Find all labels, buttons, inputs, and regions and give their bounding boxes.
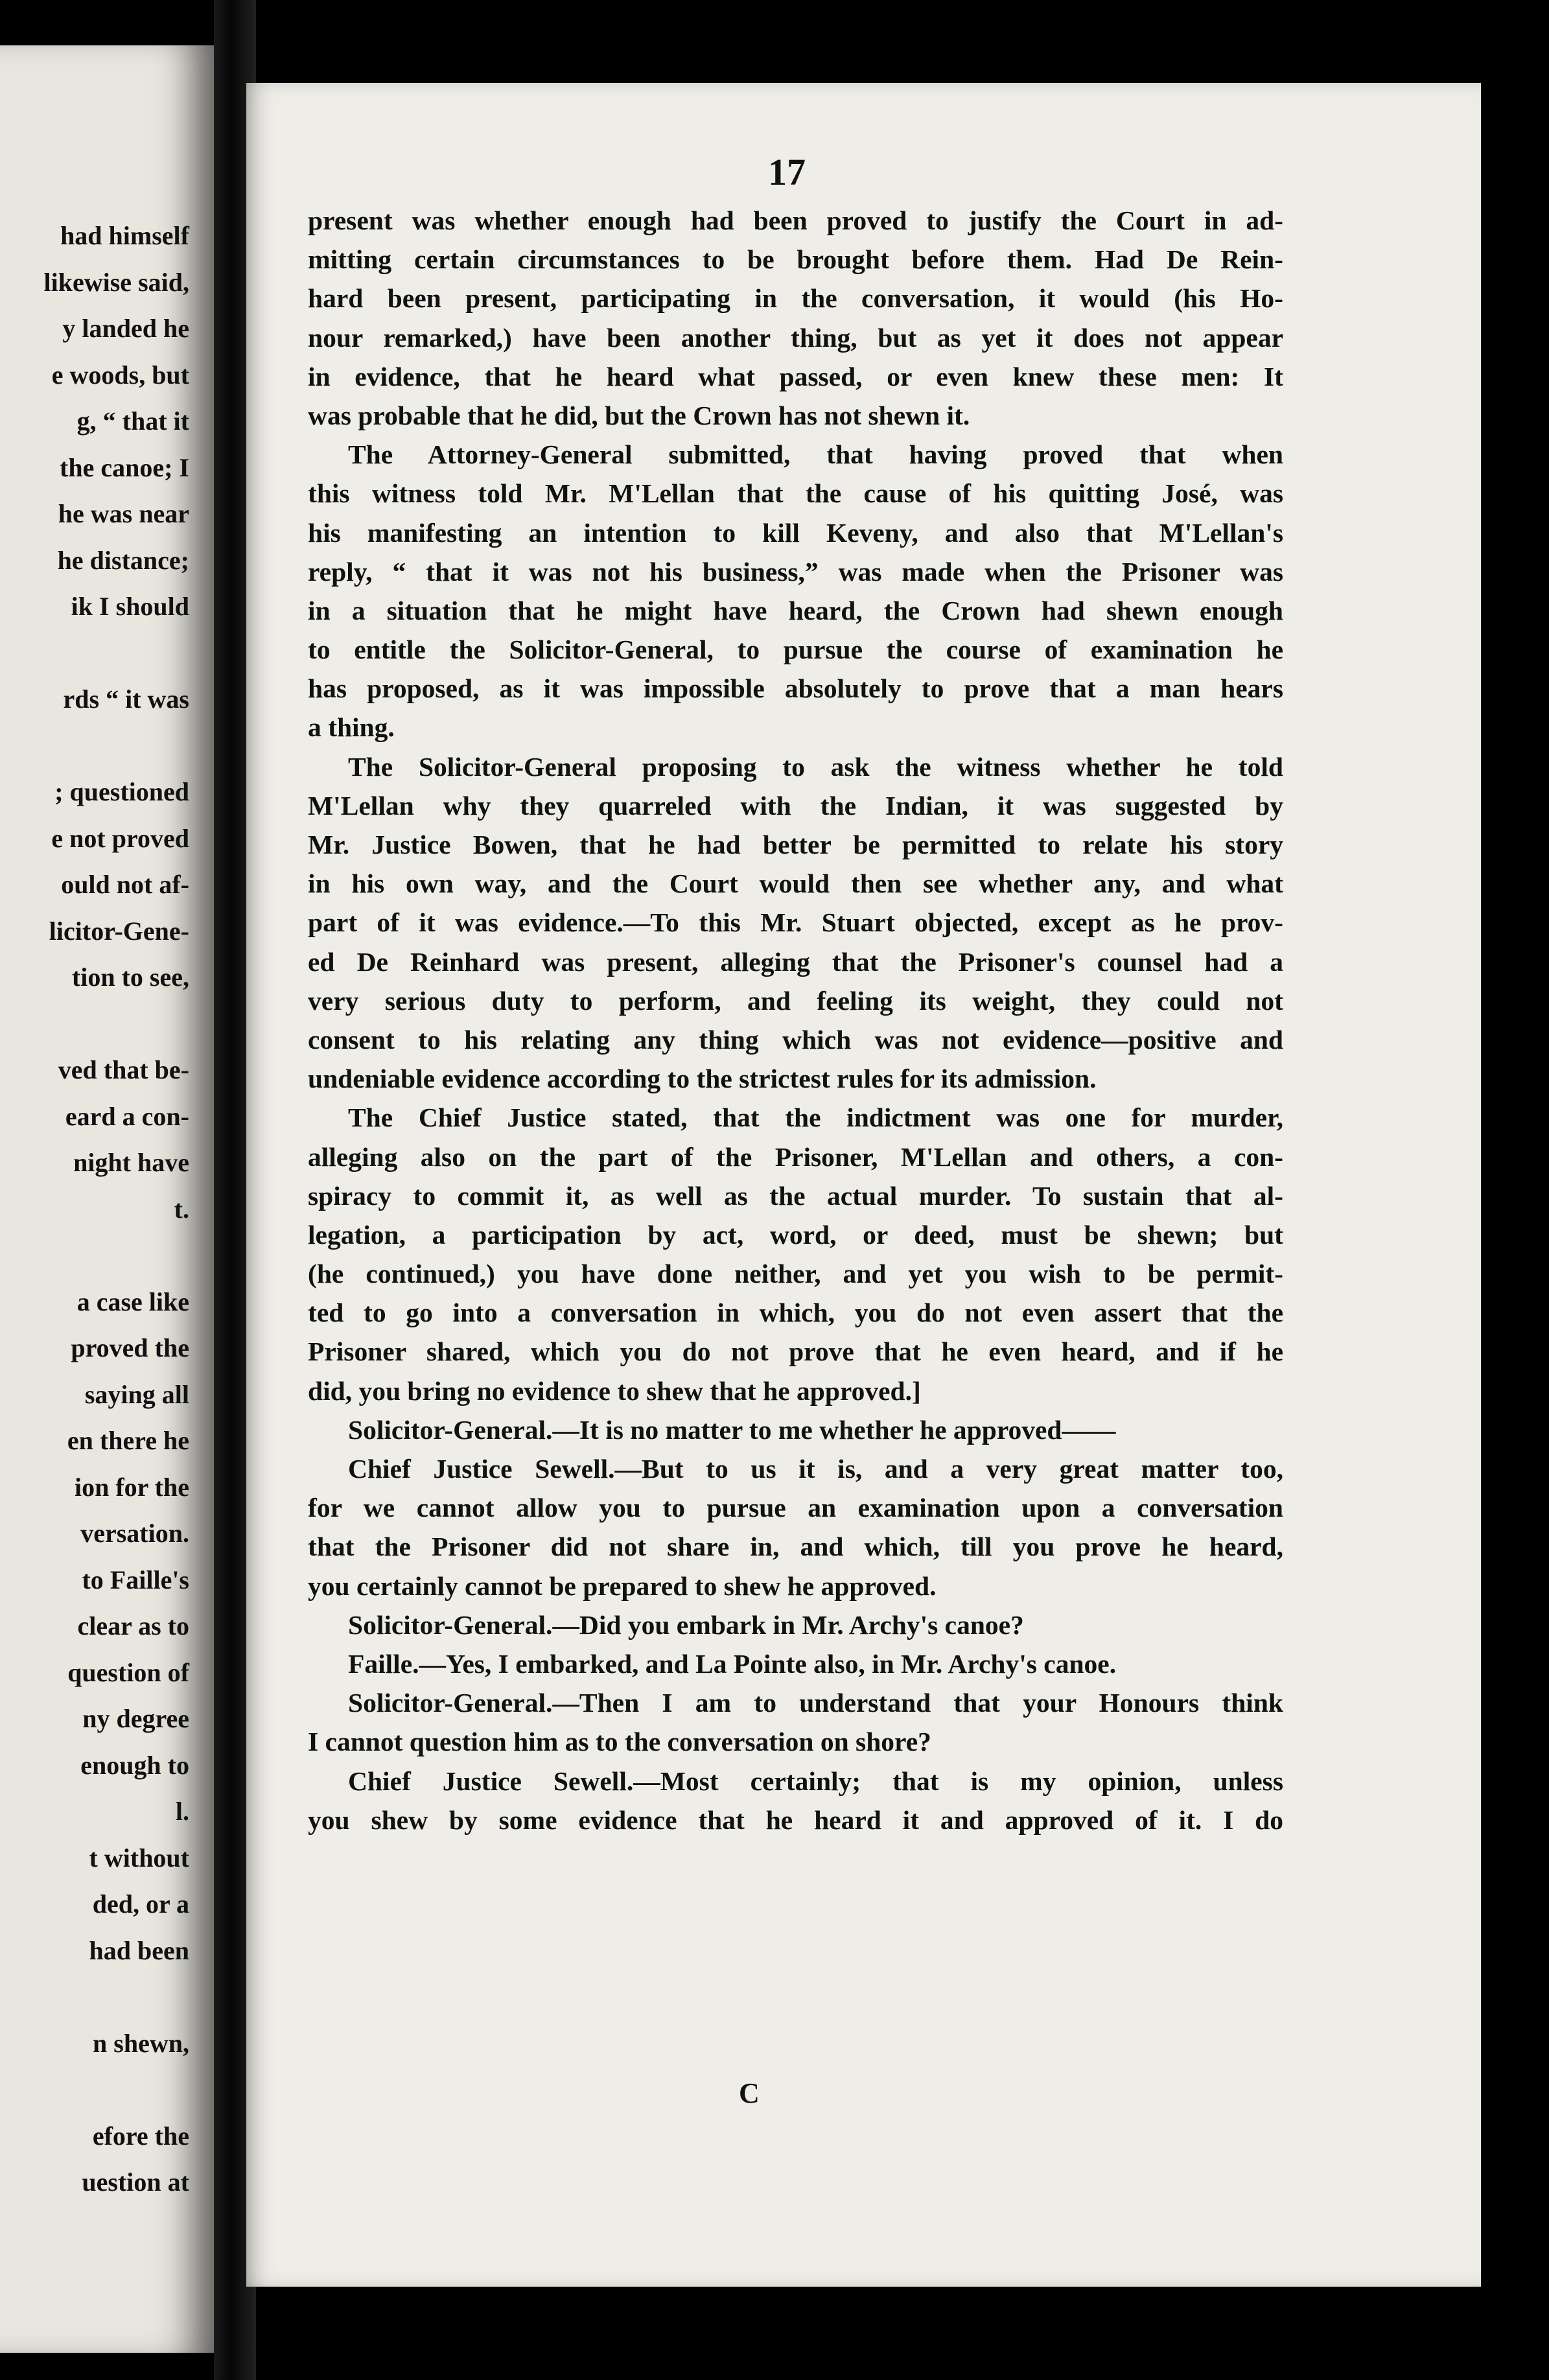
text-line: Chief Justice Sewell.—Most certainly; that is my opinion, unless: [348, 1766, 1283, 1796]
body-text: [308, 201, 1283, 1839]
left-page-line-fragment: n shewn,: [93, 2028, 189, 2058]
left-page-line-fragment: to Faille's: [82, 1565, 189, 1594]
text-line: alleging also on the part of the Prisoner, M'Lellan and others, a con-: [308, 1141, 1283, 1172]
text-line: hard been present, participating in the conversation, it would (his Ho-: [308, 283, 1283, 314]
text-line: Solicitor-General.—Then I am to understand that your Honours think: [348, 1688, 1283, 1718]
left-page-line-fragment: rds “ it was: [63, 684, 189, 714]
left-page-line-fragment: t without: [89, 1843, 189, 1872]
left-page-line-fragment: question of: [67, 1657, 189, 1687]
text-line: in his own way, and the Court would then see whether any, and what: [308, 869, 1283, 899]
text-line: legation, a participation by act, word, or deed, must be shewn; but: [308, 1219, 1283, 1250]
left-page-line-fragment: saying all: [84, 1379, 189, 1409]
text-line: The Attorney-General submitted, that having proved that when: [348, 439, 1283, 470]
left-page-line-fragment: e woods, but: [51, 360, 189, 390]
text-line: that the Prisoner did not share in, and which, till you prove he heard,: [308, 1532, 1283, 1562]
left-page-line-fragment: t.: [174, 1194, 189, 1224]
left-page-line-fragment: had himself: [60, 221, 189, 250]
text-line: undeniable evidence according to the strictest rules for its admission.: [308, 1064, 1097, 1094]
text-line: a thing.: [308, 712, 395, 743]
text-line: The Solicitor-General proposing to ask the witness whether he told: [348, 751, 1283, 782]
text-line: you certainly cannot be prepared to shew he approved.: [308, 1570, 937, 1601]
text-line: his manifesting an intention to kill Keveny, and also that M'Lellan's: [308, 517, 1283, 548]
left-page-line-fragment: proved the: [71, 1333, 189, 1362]
left-page-line-fragment: ould not af-: [61, 870, 189, 899]
text-line: to entitle the Solicitor-General, to pursue the course of examination he: [308, 635, 1283, 665]
text-line: Prisoner shared, which you do not prove that he even heard, and if he: [308, 1336, 1283, 1367]
text-line: spiracy to commit it, as well as the actual murder. To sustain that al-: [308, 1180, 1283, 1211]
left-page-line-fragment: efore the: [92, 2121, 189, 2151]
text-line: ted to go into a conversation in which, you do not even assert that the: [308, 1298, 1283, 1328]
left-page-line-fragment: ik I should: [71, 592, 189, 621]
left-page-line-fragment: ved that be-: [58, 1055, 189, 1084]
left-page-line-fragment: likewise said,: [43, 267, 189, 297]
left-page-line-fragment: he distance;: [57, 545, 189, 575]
left-page-line-fragment: the canoe; I: [60, 452, 189, 482]
text-line: has proposed, as it was impossible absolutely to prove that a man hears: [308, 673, 1283, 704]
left-page-line-fragment: eard a con-: [65, 1101, 189, 1131]
text-line: The Chief Justice stated, that the indictment was one for murder,: [348, 1102, 1283, 1133]
text-line: mitting certain circumstances to be brought before them. Had De Rein-: [308, 244, 1283, 275]
text-line: ed De Reinhard was present, alleging that the Prisoner's counsel had a: [308, 946, 1283, 977]
left-page-line-fragment: a case like: [76, 1287, 189, 1316]
left-page-line-fragment: versation.: [80, 1519, 189, 1548]
text-line: Solicitor-General.—It is no matter to me whether he approved——: [348, 1414, 1116, 1445]
text-line: very serious duty to perform, and feeling its weight, they could not: [308, 985, 1283, 1016]
left-page-line-fragment: en there he: [67, 1426, 189, 1455]
left-page-line-fragment: licitor-Gene-: [49, 916, 189, 946]
text-line: in a situation that he might have heard, the Crown had shewn enough: [308, 595, 1283, 625]
text-line: Solicitor-General.—Did you embark in Mr. Archy's canoe?: [348, 1609, 1024, 1640]
text-line: for we cannot allow you to pursue an examination upon a conversation: [308, 1493, 1283, 1523]
left-page-line-fragment: night have: [73, 1148, 189, 1177]
text-line: consent to his relating any thing which was not evidence—positive and: [308, 1024, 1283, 1055]
left-page-line-fragment: ion for the: [74, 1472, 189, 1502]
text-line: (he continued,) you have done neither, and yet you wish to be permit-: [308, 1259, 1283, 1289]
text-line: part of it was evidence.—To this Mr. Stuart objected, except as he prov-: [308, 907, 1283, 938]
text-line: present was whether enough had been proved to justify the Court in ad-: [308, 205, 1283, 235]
text-line: reply, “ that it was not his business,” was made when the Prisoner was: [308, 556, 1283, 587]
left-page-line-fragment: tion to see,: [71, 962, 189, 992]
left-page-line-fragment: uestion at: [82, 2167, 189, 2197]
left-page-line-fragment: ded, or a: [92, 1889, 189, 1919]
text-line: I cannot question him as to the conversation on shore?: [308, 1727, 931, 1757]
text-line: in evidence, that he heard what passed, or even knew these men: It: [308, 361, 1283, 391]
text-line: Chief Justice Sewell.—But to us it is, and a very great matter too,: [348, 1454, 1283, 1484]
text-line: was probable that he did, but the Crown has not shewn it.: [308, 400, 970, 430]
left-page-line-fragment: clear as to: [77, 1611, 189, 1640]
page-number: 17: [768, 151, 806, 193]
signature-mark: C: [739, 2077, 760, 2109]
text-line: Mr. Justice Bowen, that he had better be permitted to relate his story: [308, 830, 1283, 859]
left-page-line-fragment: enough to: [80, 1750, 189, 1780]
left-page-line-fragment: g, “ that it: [76, 406, 189, 436]
left-page-line-fragment: ny degree: [82, 1704, 189, 1733]
text-line: nour remarked,) have been another thing, but as yet it does not appear: [308, 322, 1283, 353]
text-line: Faille.—Yes, I embarked, and La Pointe also, in Mr. Archy's canoe.: [348, 1648, 1117, 1679]
left-facing-page: [0, 45, 214, 2353]
left-page-line-fragment: y landed he: [62, 314, 189, 343]
left-page-line-fragment: l.: [175, 1797, 189, 1826]
left-page-line-fragment: e not proved: [51, 823, 189, 853]
left-page-line-fragment: had been: [89, 1935, 189, 1965]
text-line: did, you bring no evidence to shew that he approved.]: [308, 1375, 921, 1406]
text-line: you shew by some evidence that he heard it and approved of it. I do: [308, 1804, 1283, 1835]
left-page-line-fragment: he was near: [58, 499, 189, 528]
text-line: M'Lellan why they quarreled with the Indian, it was suggested by: [308, 790, 1283, 821]
text-line: this witness told Mr. M'Lellan that the cause of his quitting José, was: [308, 478, 1283, 509]
left-page-line-fragment: ; questioned: [54, 777, 189, 806]
